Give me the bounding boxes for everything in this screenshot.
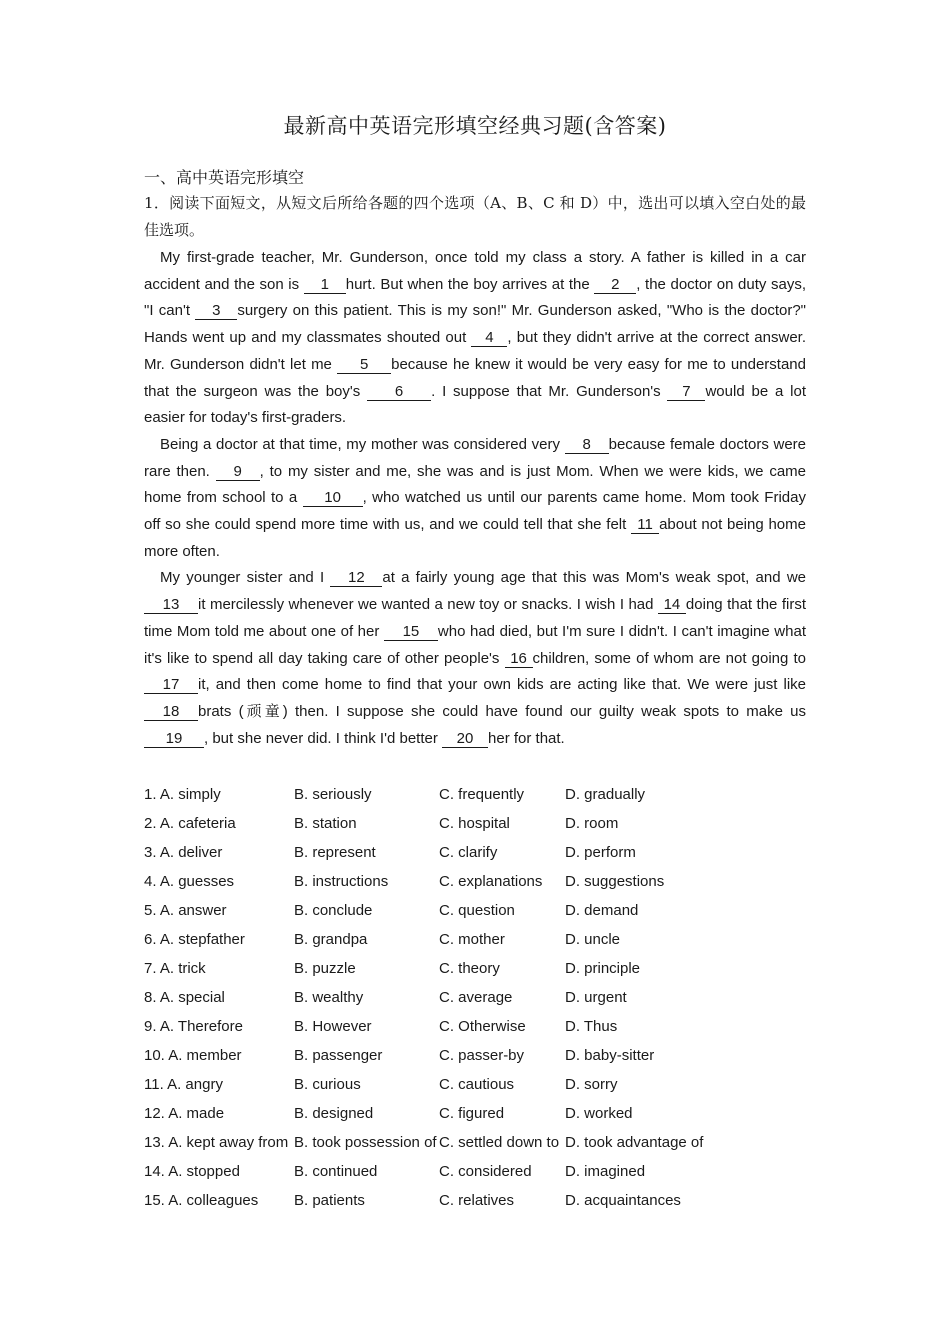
option-b[interactable]: B. curious (294, 1076, 361, 1093)
page-title: 最新高中英语完形填空经典习题(含答案) (283, 114, 667, 138)
option-a[interactable]: 12. A. made (144, 1105, 225, 1122)
option-c[interactable]: C. Otherwise (439, 1018, 526, 1035)
option-row (144, 1186, 844, 1215)
option-row (144, 896, 844, 925)
option-d[interactable]: D. Thus (565, 1018, 618, 1035)
option-c[interactable]: C. mother (439, 931, 505, 948)
passage-text: brats (顽童) then. I suppose she could have found our guilty weak spots to make us (198, 702, 806, 720)
passage-text: My younger sister and I (160, 569, 331, 587)
section-heading: 一、高中英语完形填空 (144, 168, 305, 187)
option-a[interactable]: 15. A. colleagues (144, 1192, 259, 1209)
option-row (144, 925, 844, 954)
blank-5[interactable]: 5 (337, 357, 391, 374)
option-d[interactable]: D. room (565, 815, 619, 832)
option-b[interactable]: B. designed (294, 1105, 374, 1122)
option-d[interactable]: D. baby-sitter (565, 1047, 655, 1064)
blank-14[interactable]: 14 (658, 597, 686, 614)
passage-text: Being a doctor at that time, my mother was considered very (160, 435, 565, 453)
option-b[interactable]: B. wealthy (294, 989, 364, 1006)
passage-text: . I suppose that Mr. Gunderson's (431, 382, 668, 400)
option-a[interactable]: 10. A. member (144, 1047, 242, 1064)
option-b[interactable]: B. station (294, 815, 357, 832)
passage-text: , to my sister and me, she was and is just Mom. When we were kids, we came home from school to a (144, 462, 806, 507)
passage-text: her for that. (488, 729, 565, 747)
passage-paragraph (144, 432, 806, 566)
option-b[interactable]: B. However (294, 1018, 372, 1035)
passage-text: , who watched us until our parents came home. Mom took Friday off so she could spend more time with us, and we could tell that she felt (144, 489, 806, 534)
option-b[interactable]: B. conclude (294, 902, 373, 919)
option-d[interactable]: D. took advantage of (565, 1134, 704, 1151)
option-c[interactable]: C. explanations (439, 873, 543, 890)
passage-paragraph (144, 245, 806, 432)
question-instruction: 1．阅读下面短文，从短文后所给各题的四个选项（A、B、C 和 D）中，选出可以填入空白处的最佳选项。 (144, 194, 806, 239)
passage-text: at a fairly young age that this was Mom's weak spot, and we (382, 569, 806, 587)
option-b[interactable]: B. grandpa (294, 931, 368, 948)
option-row (144, 1099, 844, 1128)
passage-text: about not being home more often. (144, 516, 806, 560)
option-d[interactable]: D. uncle (565, 931, 621, 948)
blank-9[interactable]: 9 (216, 464, 260, 481)
option-row (144, 1041, 844, 1070)
option-row (144, 867, 844, 896)
blank-15[interactable]: 15 (384, 624, 438, 641)
passage-text: hurt. But when the boy arrives at the (345, 275, 595, 293)
option-d[interactable]: D. principle (565, 960, 641, 977)
option-a[interactable]: 13. A. kept away from (144, 1134, 289, 1151)
option-row (144, 1070, 844, 1099)
option-b[interactable]: B. continued (294, 1163, 378, 1180)
option-row (144, 1157, 844, 1186)
option-c[interactable]: C. relatives (439, 1192, 515, 1209)
blank-7[interactable]: 7 (667, 384, 705, 401)
blank-13[interactable]: 13 (144, 597, 198, 614)
option-c[interactable]: C. frequently (439, 786, 525, 803)
option-a[interactable]: 14. A. stopped (144, 1163, 240, 1180)
passage-text: , but they didn't arrive at the correct answer. Mr. Gunderson didn't let me (144, 329, 806, 373)
option-a[interactable]: 8. A. special (144, 989, 225, 1006)
option-d[interactable]: D. worked (565, 1105, 633, 1122)
passage-paragraph (144, 565, 806, 752)
option-a[interactable]: 1. A. simply (144, 786, 221, 803)
option-a[interactable]: 11. A. angry (144, 1076, 223, 1093)
option-b[interactable]: B. represent (294, 844, 376, 861)
blank-11[interactable]: 11 (631, 517, 659, 534)
option-c[interactable]: C. question (439, 902, 515, 919)
passage-text: surgery on this patient. This is my son!" Mr. Gunderson asked, "Who is the doctor?" Hands went up and my classmates shouted out (144, 302, 806, 347)
option-row (144, 983, 844, 1012)
option-a[interactable]: 4. A. guesses (144, 873, 235, 890)
blank-8[interactable]: 8 (565, 437, 609, 454)
option-row (144, 954, 844, 983)
blank-19[interactable]: 19 (144, 731, 204, 748)
option-c[interactable]: C. settled down to (439, 1134, 560, 1151)
cloze-passage (144, 245, 806, 752)
blank-6[interactable]: 6 (367, 384, 431, 401)
option-d[interactable]: D. urgent (565, 989, 627, 1006)
blank-18[interactable]: 18 (144, 704, 198, 721)
passage-text: it mercilessly whenever we wanted a new toy or snacks. I wish I had (198, 596, 658, 614)
option-row (144, 809, 844, 838)
passage-text: it, and then come home to find that your own kids are acting like that. We were just like (198, 676, 806, 694)
option-b[interactable]: B. seriously (294, 786, 372, 803)
blank-4[interactable]: 4 (471, 330, 507, 347)
blank-2[interactable]: 2 (594, 277, 636, 294)
passage-text: , but she never did. I think I'd better (204, 729, 443, 747)
option-b[interactable]: B. patients (294, 1192, 365, 1209)
passage-text: children, some of whom are not going to (532, 649, 806, 667)
blank-10[interactable]: 10 (303, 490, 363, 507)
blank-1[interactable]: 1 (304, 277, 346, 294)
option-d[interactable]: D. imagined (565, 1163, 646, 1180)
option-row (144, 780, 844, 809)
option-b[interactable]: B. took possession of (294, 1134, 437, 1151)
option-b[interactable]: B. passenger (294, 1047, 383, 1064)
passage-text: because he knew it would be very easy for me to understand that the surgeon was the boy's (144, 355, 806, 400)
passage-text: because female doctors were rare then. (144, 435, 806, 480)
blank-20[interactable]: 20 (442, 731, 488, 748)
option-row (144, 1012, 844, 1041)
option-a[interactable]: 5. A. answer (144, 902, 227, 919)
option-d[interactable]: D. suggestions (565, 873, 665, 890)
passage-text: would be a lot easier for today's first-graders. (144, 382, 806, 427)
option-d[interactable]: D. gradually (565, 786, 646, 803)
option-c[interactable]: C. cautious (439, 1076, 515, 1093)
passage-text: , the doctor on duty says, "I can't (144, 275, 807, 320)
option-c[interactable]: C. figured (439, 1105, 505, 1122)
option-c[interactable]: C. hospital (439, 815, 510, 832)
option-c[interactable]: C. clarify (439, 844, 498, 861)
blank-3[interactable]: 3 (195, 303, 237, 320)
blank-16[interactable]: 16 (505, 651, 533, 668)
passage-text: My first-grade teacher, Mr. Gunderson, once told my class a story. A father is killed in a car accident and the son is (144, 249, 806, 293)
option-row (144, 838, 844, 867)
option-d[interactable]: D. sorry (565, 1076, 618, 1093)
option-d[interactable]: D. demand (565, 902, 639, 919)
option-a[interactable]: 3. A. deliver (144, 844, 223, 861)
option-a[interactable]: 6. A. stepfather (144, 931, 245, 948)
passage-text: doing that the first time Mom told me about one of her (144, 596, 806, 640)
option-d[interactable]: D. acquaintances (565, 1192, 681, 1209)
option-c[interactable]: C. passer-by (439, 1047, 525, 1064)
option-c[interactable]: C. considered (439, 1163, 532, 1180)
option-c[interactable]: C. theory (439, 960, 500, 977)
answer-options-list (144, 780, 844, 1215)
option-b[interactable]: B. puzzle (294, 960, 356, 977)
blank-17[interactable]: 17 (144, 677, 198, 694)
option-b[interactable]: B. instructions (294, 873, 389, 890)
blank-12[interactable]: 12 (330, 570, 382, 587)
option-c[interactable]: C. average (439, 989, 513, 1006)
option-row (144, 1128, 844, 1157)
option-a[interactable]: 7. A. trick (144, 960, 206, 977)
passage-text: who had died, but I'm sure I didn't. I can't imagine what it's like to spend all day taking care of other people's (144, 622, 806, 667)
option-a[interactable]: 9. A. Therefore (144, 1018, 243, 1035)
option-d[interactable]: D. perform (565, 844, 636, 861)
option-a[interactable]: 2. A. cafeteria (144, 815, 236, 832)
